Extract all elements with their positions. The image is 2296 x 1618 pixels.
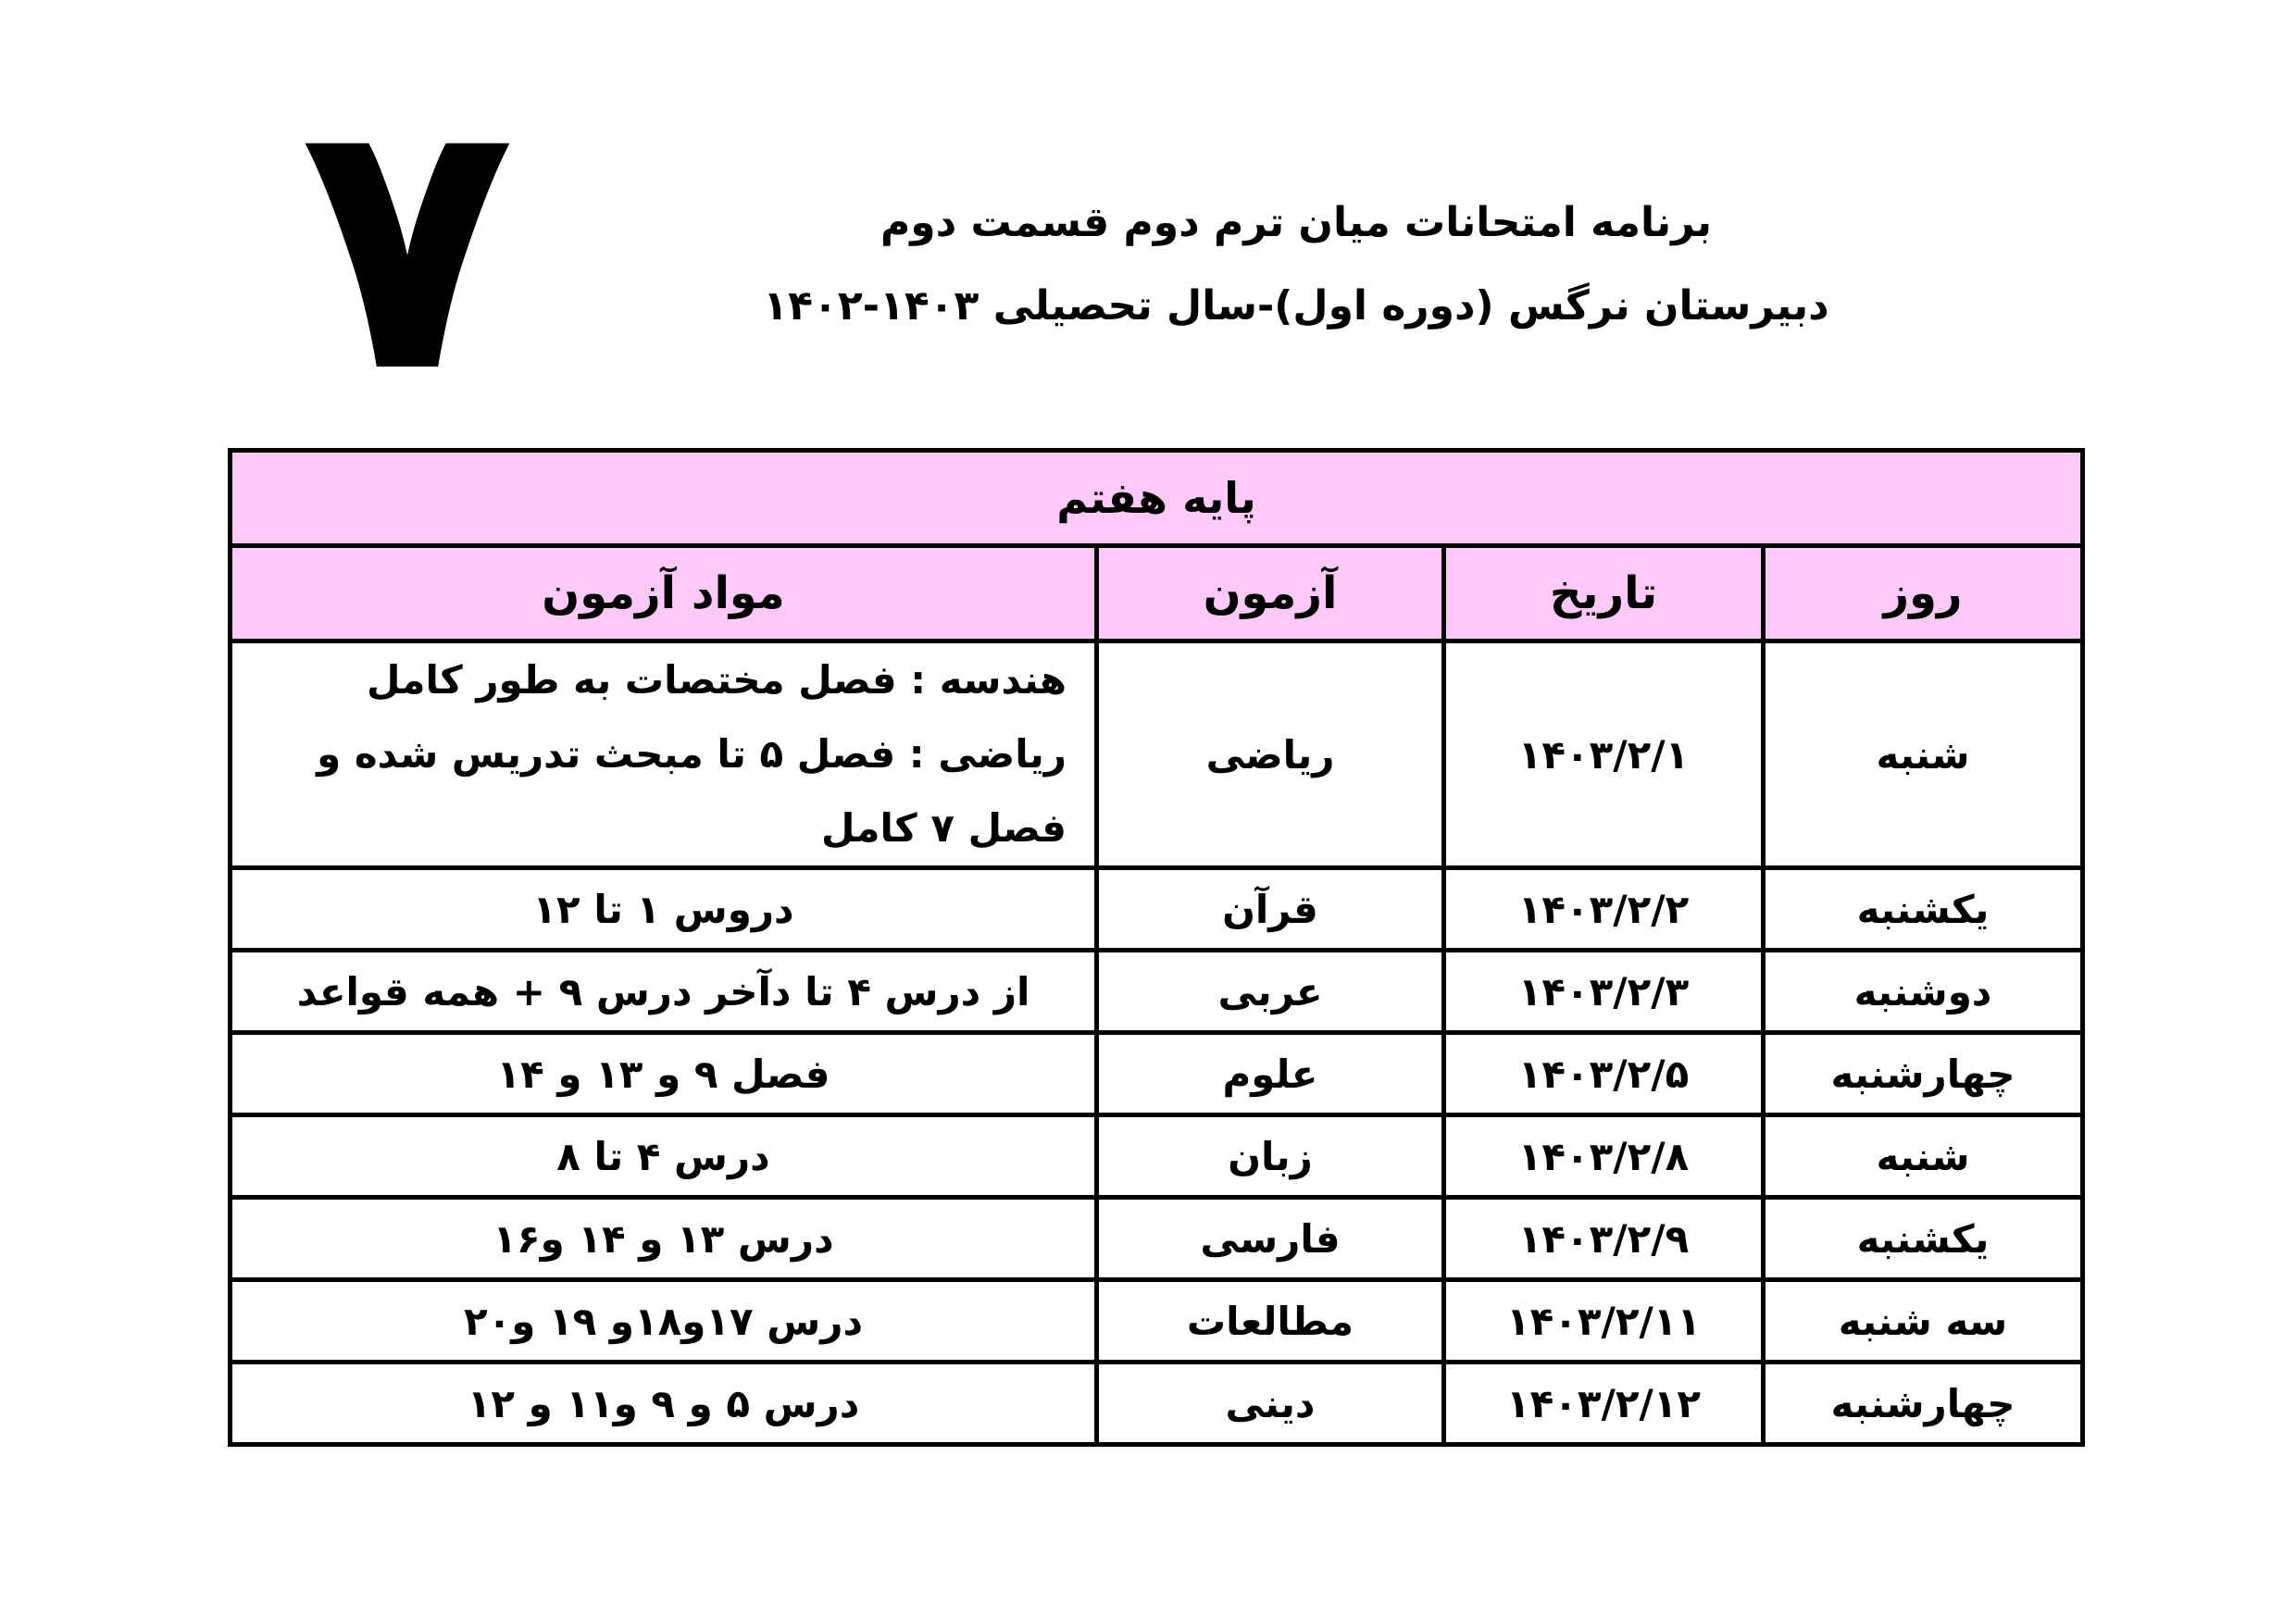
grade-title-row bbox=[231, 451, 2083, 546]
day-cell: یکشنبه bbox=[1764, 1198, 2083, 1280]
table-row bbox=[231, 641, 2083, 868]
exam-cell: علوم bbox=[1097, 1033, 1444, 1115]
table-row bbox=[231, 1033, 2083, 1115]
column-header-date: تاریخ bbox=[1444, 546, 1764, 641]
exam-cell: قرآن bbox=[1097, 868, 1444, 951]
grade-title: پایه هفتم bbox=[231, 451, 2083, 546]
date-cell: ۱۴۰۳/۲/۱۲ bbox=[1444, 1363, 1764, 1445]
topics-cell: درس ۵ و ۹ و۱۱ و ۱۲ bbox=[231, 1363, 1097, 1445]
day-cell: سه شنبه bbox=[1764, 1280, 2083, 1363]
exam-cell: فارسی bbox=[1097, 1198, 1444, 1280]
exam-cell: عربی bbox=[1097, 951, 1444, 1033]
day-cell: دوشنبه bbox=[1764, 951, 2083, 1033]
date-cell: ۱۴۰۳/۲/۲ bbox=[1444, 868, 1764, 951]
topics-cell: فصل ۹ و ۱۳ و ۱۴ bbox=[231, 1033, 1097, 1115]
topic-line: هندسه : فصل مختصات به طور کامل bbox=[367, 657, 1067, 703]
day-cell: چهارشنبه bbox=[1764, 1363, 2083, 1445]
topics-cell: دروس ۱ تا ۱۲ bbox=[231, 868, 1097, 951]
column-header-day: روز bbox=[1764, 546, 2083, 641]
exam-cell: دینی bbox=[1097, 1363, 1444, 1445]
table-row bbox=[231, 868, 2083, 951]
topics-cell: درس ۱۷و۱۸و ۱۹ و۲۰ bbox=[231, 1280, 1097, 1363]
schedule-body bbox=[231, 641, 2083, 1445]
date-cell: ۱۴۰۳/۲/۳ bbox=[1444, 951, 1764, 1033]
day-cell: شنبه bbox=[1764, 641, 2083, 868]
topic-line: ریاضی : فصل ۵ تا مبحث تدریس شده و فصل ۷ کامل bbox=[317, 731, 1067, 851]
exam-cell: مطالعات bbox=[1097, 1280, 1444, 1363]
date-cell: ۱۴۰۳/۲/۵ bbox=[1444, 1033, 1764, 1115]
table-row bbox=[231, 1280, 2083, 1363]
topics-cell bbox=[231, 641, 1097, 868]
exam-cell: زبان bbox=[1097, 1115, 1444, 1198]
exam-schedule-table bbox=[228, 448, 2085, 1447]
date-cell: ۱۴۰۳/۲/۹ bbox=[1444, 1198, 1764, 1280]
table-row bbox=[231, 1115, 2083, 1198]
school-subtitle: دبیرستان نرگس (دوره اول)-سال تحصیلی ۱۴۰۳-۱۴۰۲ bbox=[763, 282, 1829, 330]
topics-cell: درس ۴ تا ۸ bbox=[231, 1115, 1097, 1198]
column-header-topics: مواد آزمون bbox=[231, 546, 1097, 641]
table-row bbox=[231, 951, 2083, 1033]
day-cell: یکشنبه bbox=[1764, 868, 2083, 951]
table-row bbox=[231, 1198, 2083, 1280]
day-cell: چهارشنبه bbox=[1764, 1033, 2083, 1115]
date-cell: ۱۴۰۳/۲/۸ bbox=[1444, 1115, 1764, 1198]
grade-number: ۷ bbox=[300, 40, 515, 450]
date-cell: ۱۴۰۳/۲/۱ bbox=[1444, 641, 1764, 868]
exam-cell: ریاضی bbox=[1097, 641, 1444, 868]
topics-cell: از درس ۴ تا دآخر درس ۹ + همه قواعد bbox=[231, 951, 1097, 1033]
table-row bbox=[231, 1363, 2083, 1445]
column-header-row bbox=[231, 546, 2083, 641]
day-cell: شنبه bbox=[1764, 1115, 2083, 1198]
topics-cell: درس ۱۳ و ۱۴ و۱۶ bbox=[231, 1198, 1097, 1280]
schedule-title: برنامه امتحانات میان ترم دوم قسمت دوم bbox=[880, 199, 1712, 246]
date-cell: ۱۴۰۳/۲/۱۱ bbox=[1444, 1280, 1764, 1363]
column-header-exam: آزمون bbox=[1097, 546, 1444, 641]
